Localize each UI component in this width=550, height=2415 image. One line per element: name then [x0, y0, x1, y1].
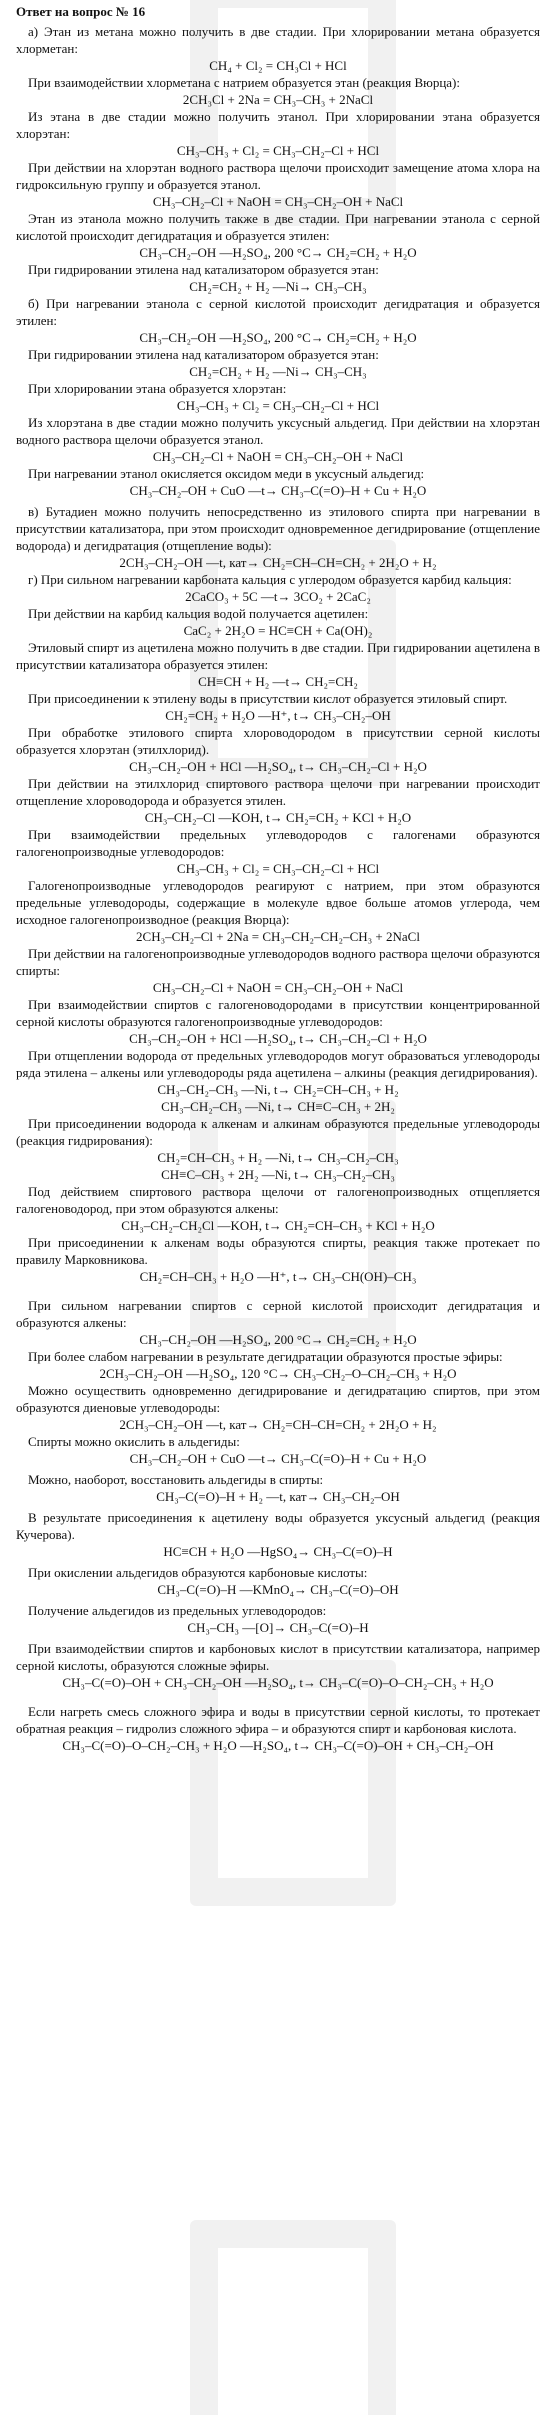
paragraph: Этан из этанола можно получить также в две стадии. При нагревании этанола с серной кислотой происходит дегидратация и образуется этилен: — [16, 211, 540, 243]
paragraph: При присоединении к алкенам воды образуются спирты, реакция также протекает по правилу Марковникова. — [16, 1235, 540, 1267]
paragraph: Спирты можно окислить в альдегиды: — [28, 1434, 240, 1449]
equation: CH₃–CH₂–OH + HCl —H₂SO₄, t→ CH₃–CH₂–Cl + H₂O — [129, 759, 427, 774]
equation: HC≡CH + H₂O —HgSO₄→ CH₃–C(=O)–H — [163, 1544, 393, 1559]
equation: CH₃–CH₃ + Cl₂ = CH₃–CH₂–Cl + HCl — [176, 398, 380, 413]
paragraph: При взаимодействии спиртов и карбоновых кислот в присутствии катализатора, например серной кислоты, образуются сложные эфиры. — [16, 1641, 540, 1673]
equation: CH₃–CH₂–OH + CuO —t→ CH₃–C(=O)–H + Cu + H₂O — [129, 483, 427, 498]
answer-title: Ответ на вопрос № 16 — [16, 4, 146, 19]
equation: 2CH₃–CH₂–OH —H₂SO₄, 120 °C→ CH₃–CH₂–O–CH₂–CH₃ + H₂O — [99, 1366, 457, 1381]
paragraph: При действии на хлорэтан водного раствора щелочи происходит замещение атома хлора на гидроксильную группу и образуется этанол. — [16, 160, 540, 192]
equation: CH₂=CH–CH₃ + H₂O —H⁺, t→ CH₃–CH(OH)–CH₃ — [139, 1269, 417, 1284]
paragraph: При обработке этилового спирта хлороводородом в присутствии серной кислоты образуется хлорэтан (этилхлорид). — [16, 725, 540, 757]
equation: CH₃–C(=O)–H + H₂ —t, кат→ CH₃–CH₂–OH — [156, 1489, 400, 1504]
equation: CH≡CH + H₂ —t→ CH₂=CH₂ — [198, 674, 358, 689]
paragraph: При взаимодействии спиртов с галогеноводородами в присутствии концентрированной серной кислоты образуются галогенопроизводные углеводородов: — [16, 997, 540, 1029]
equation: CH₃–CH₃ —[O]→ CH₃–C(=O)–H — [187, 1620, 369, 1635]
equation: CH₂=CH–CH₃ + H₂ —Ni, t→ CH₃–CH₂–CH₃ — [157, 1150, 399, 1165]
paragraph: При присоединении к этилену воды в присутствии кислот образуется этиловый спирт. — [28, 691, 508, 706]
equation: CH₃–CH₂–Cl + NaOH = CH₃–CH₂–OH + NaCl — [152, 194, 404, 209]
equation: CH₃–CH₃ + Cl₂ = CH₃–CH₂–Cl + HCl — [176, 861, 380, 876]
equation: 2CaCO₃ + 5C —t→ 3CO₂ + 2CaC₂ — [185, 589, 371, 604]
equation: CH₃–C(=O)–H —KMnO₄→ CH₃–C(=O)–OH — [157, 1582, 399, 1597]
paragraph: При действии на этилхлорид спиртового раствора щелочи при нагревании происходит отщепление хлороводорода и образуется этилен. — [16, 776, 540, 808]
equation: CH₃–CH₂–CH₂Cl —KOH, t→ CH₂=CH–CH₃ + KCl + H₂O — [121, 1218, 435, 1233]
equation: CH₂=CH₂ + H₂O —H⁺, t→ CH₃–CH₂–OH — [165, 708, 391, 723]
equation: CH₂=CH₂ + H₂ —Ni→ CH₃–CH₃ — [189, 364, 367, 379]
equation: 2CH₃–CH₂–OH —t, кат→ CH₂=CH–CH=CH₂ + 2H₂O + H₂ — [119, 1417, 437, 1432]
equation: CH₃–C(=O)–O–CH₂–CH₃ + H₂O —H₂SO₄, t→ CH₃–C(=O)–OH + CH₃–CH₂–OH — [62, 1738, 494, 1753]
equation: 2CH₃–CH₂–OH —t, кат→ CH₂=CH–CH=CH₂ + 2H₂O + H₂ — [119, 555, 437, 570]
paragraph: Из хлорэтана в две стадии можно получить уксусный альдегид. При действии на хлорэтан водного раствора щелочи образуется этанол. — [16, 415, 540, 447]
paragraph: в) Бутадиен можно получить непосредственно из этилового спирта при нагревании в присутствии катализатора, при этом происходит одновременное дегидрирование (отщепление водорода) и дегидратация (отщепление воды): — [16, 504, 540, 553]
equation: CH₃–CH₂–Cl + NaOH = CH₃–CH₂–OH + NaCl — [152, 449, 404, 464]
equation: CH₃–C(=O)–OH + CH₃–CH₂–OH —H₂SO₄, t→ CH₃–C(=O)–O–CH₂–CH₃ + H₂O — [62, 1675, 494, 1690]
paragraph: Под действием спиртового раствора щелочи от галогенопроизводных отщепляется галогеноводород, при этом образуются алкены: — [16, 1184, 540, 1216]
equation: 2CH₃Cl + 2Na = CH₃–CH₃ + 2NaCl — [182, 92, 374, 107]
paragraph: б) При нагревании этанола с серной кислотой происходит дегидратация и образуется этилен: — [16, 296, 540, 328]
paragraph: При взаимодействии хлорметана с натрием образуется этан (реакция Вюрца): — [28, 75, 460, 90]
equation: CH₃–CH₂–OH —H₂SO₄, 200 °C→ CH₂=CH₂ + H₂O — [139, 330, 417, 345]
paragraph: При сильном нагревании спиртов с серной кислотой происходит дегидратация и образуются алкены: — [16, 1298, 540, 1330]
equation: CH₃–CH₂–Cl —KOH, t→ CH₂=CH₂ + KCl + H₂O — [144, 810, 412, 825]
paragraph: Можно, наоборот, восстановить альдегиды в спирты: — [28, 1472, 324, 1487]
paragraph: Из этана в две стадии можно получить этанол. При хлорировании этана образуется хлорэтан: — [16, 109, 540, 141]
equation: CH₃–CH₂–OH —H₂SO₄, 200 °C→ CH₂=CH₂ + H₂O — [139, 1332, 417, 1347]
paragraph: При окислении альдегидов образуются карбоновые кислоты: — [28, 1565, 368, 1580]
equation: CH₂=CH₂ + H₂ —Ni→ CH₃–CH₃ — [189, 279, 367, 294]
paragraph: г) При сильном нагревании карбоната кальция с углеродом образуется карбид кальция: — [28, 572, 512, 587]
paragraph: При более слабом нагревании в результате дегидратации образуются простые эфиры: — [28, 1349, 503, 1364]
paragraph: При гидрировании этилена над катализатором образуется этан: — [28, 262, 379, 277]
equation: CH₃–CH₃ + Cl₂ = CH₃–CH₂–Cl + HCl — [176, 143, 380, 158]
paragraph: При взаимодействии предельных углеводородов с галогенами образуются галогенопроизводные углеводородов: — [16, 827, 540, 859]
watermark-shape — [190, 2220, 396, 2415]
paragraph: При гидрировании этилена над катализатором образуется этан: — [28, 347, 379, 362]
paragraph: Если нагреть смесь сложного эфира и воды в присутствии серной кислоты, то протекает обратная реакция – гидролиз сложного эфира – и образуются спирт и карбоновая кислота. — [16, 1704, 540, 1736]
paragraph: Этиловый спирт из ацетилена можно получить в две стадии. При гидрировании ацетилена в присутствии катализатора образуется этилен: — [16, 640, 540, 672]
spacer — [16, 1691, 540, 1703]
equation: CH≡C–CH₃ + 2H₂ —Ni, t→ CH₃–CH₂–CH₃ — [161, 1167, 395, 1182]
paragraph: При действии на карбид кальция водой получается ацетилен: — [28, 606, 369, 621]
paragraph: При хлорировании этана образуется хлорэтан: — [28, 381, 287, 396]
paragraph: Получение альдегидов из предельных углеводородов: — [28, 1603, 327, 1618]
paragraph: Галогенопроизводные углеводородов реагируют с натрием, при этом образуются предельные углеводороды, содержащие в молекуле вдвое больше атомов углерода, чем исходное галогенопроизводное (реакция Вюрца): — [16, 878, 540, 927]
equation: CH₃–CH₂–CH₃ —Ni, t→ CH≡C–CH₃ + 2H₂ — [161, 1099, 395, 1114]
equation: CH₃–CH₂–OH + CuO —t→ CH₃–C(=O)–H + Cu + H₂O — [129, 1451, 427, 1466]
answer-body — [16, 23, 540, 1754]
equation: CaC₂ + 2H₂O = HC≡CH + Ca(OH)₂ — [183, 623, 373, 638]
equation: CH₃–CH₂–OH + HCl —H₂SO₄, t→ CH₃–CH₂–Cl + H₂O — [129, 1031, 427, 1046]
equation: CH₃–CH₂–CH₃ —Ni, t→ CH₂=CH–CH₃ + H₂ — [157, 1082, 399, 1097]
spacer — [16, 1285, 540, 1297]
paragraph: При отщеплении водорода от предельных углеводородов могут образоваться углеводороды ряда этилена – алкены или углеводороды ряда ацетилена – алкины (реакция дегидрирования). — [16, 1048, 540, 1080]
equation: CH₃–CH₂–OH —H₂SO₄, 200 °C→ CH₂=CH₂ + H₂O — [139, 245, 417, 260]
paragraph: а) Этан из метана можно получить в две стадии. При хлорировании метана образуется хлорметан: — [16, 24, 540, 56]
paragraph: При действии на галогенопроизводные углеводородов водного раствора щелочи образуются спирты: — [16, 946, 541, 978]
equation: 2CH₃–CH₂–Cl + 2Na = CH₃–CH₂–CH₂–CH₃ + 2NaCl — [136, 929, 420, 944]
paragraph: Можно осуществить одновременно дегидрирование и дегидратацию спиртов, при этом образуются диеновые углеводороды: — [16, 1383, 540, 1415]
paragraph: При нагревании этанол окисляется оксидом меди в уксусный альдегид: — [28, 466, 425, 481]
equation: CH₃–CH₂–Cl + NaOH = CH₃–CH₂–OH + NaCl — [152, 980, 404, 995]
paragraph: При присоединении водорода к алкенам и алкинам образуются предельные углеводороды (реакция гидрирования): — [16, 1116, 540, 1148]
paragraph: В результате присоединения к ацетилену воды образуется уксусный альдегид (реакция Кучерова). — [16, 1510, 540, 1542]
equation: CH₄ + Cl₂ = CH₃Cl + HCl — [209, 58, 347, 73]
